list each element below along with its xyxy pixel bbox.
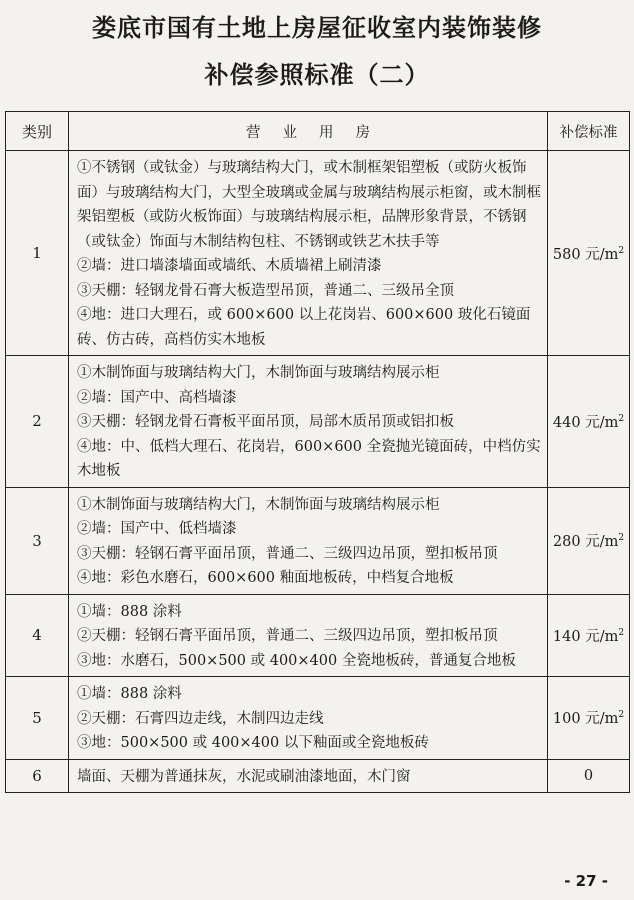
compensation-table [5,111,630,793]
description-line: ③地：500×500 或 400×400 以下釉面或全瓷地板砖 [77,735,429,751]
row-description [69,594,548,677]
table-row [6,356,630,488]
row-category: 6 [6,759,69,793]
row-standard [548,151,630,356]
standard-value: 140 [552,628,581,645]
row-description [69,151,548,356]
header-category: 类别 [6,112,69,151]
table-row [6,759,630,793]
description-line: ④地：进口大理石，或 600×600 以上花岗岩、600×600 玻化石镜面砖、仿古砖，高档仿实木地板 [77,307,531,348]
description-line: ③天棚：轻钢龙骨石膏大板造型吊顶，普通二、三级吊全顶 [77,282,454,299]
standard-value: 100 [552,711,581,728]
row-category: 2 [6,356,69,488]
description-line: ④地：彩色水磨石，600×600 釉面地板砖，中档复合地板 [77,570,454,586]
row-category: 3 [6,487,69,594]
standard-unit-exponent: 2 [618,533,625,544]
row-standard [548,759,630,793]
description-line: ①墙：888 涂料 [77,603,182,620]
header-standard: 补偿标准 [548,112,630,151]
standard-value: 0 [583,767,594,784]
row-standard [548,677,630,760]
standard-value: 580 [552,246,581,263]
row-description [69,487,548,594]
description-line: ②天棚：轻钢石膏平面吊顶，普通二、三级四边吊顶，塑扣板吊顶 [77,628,498,644]
table-body [6,151,630,793]
description-line: 墙面、天棚为普通抹灰，水泥或刷油漆地面，木门窗 [77,768,411,785]
standard-unit: 元/m [585,534,619,550]
document-title-line-2: 补偿参照标准（二） [204,61,430,89]
standard-unit: 元/m [585,711,619,728]
description-line: ②墙：国产中、低档墙漆 [77,521,237,537]
standard-unit-exponent: 2 [618,413,625,424]
description-line: ②墙：国产中、高档墙漆 [77,389,237,406]
description-line: ①木制饰面与玻璃结构大门，木制饰面与玻璃结构展示柜 [77,365,440,381]
row-standard [548,594,630,677]
row-description [69,759,548,793]
header-description: 营业用房 [69,112,548,151]
standard-value: 280 [552,534,581,550]
row-standard [548,487,630,594]
description-line: ②天棚：石膏四边走线，木制四边走线 [77,710,324,727]
row-category: 1 [6,151,69,356]
row-standard [548,356,630,488]
row-category: 5 [6,677,69,760]
standard-unit: 元/m [585,414,619,431]
standard-unit-exponent: 2 [618,245,625,256]
description-line: ④地：中、低档大理石、花岗岩，600×600 全瓷抛光镜面砖，中档仿实木地板 [77,438,541,479]
table-row [6,151,630,356]
standard-value: 440 [552,414,581,431]
table-row [6,677,630,760]
standard-unit: 元/m [585,628,619,645]
description-line: ③天棚：轻钢龙骨石膏板平面吊顶，局部木质吊顶或铝扣板 [77,414,454,430]
description-line: ③天棚：轻钢石膏平面吊顶，普通二、三级四边吊顶，塑扣板吊顶 [77,545,498,562]
row-description [69,677,548,760]
description-line: ③地：水磨石，500×500 或 400×400 全瓷地板砖，普通复合地板 [77,652,516,669]
standard-unit-exponent: 2 [618,627,625,638]
standard-unit: 元/m [585,246,619,263]
standard-unit-exponent: 2 [618,710,625,721]
page-number: - 27 - [564,872,608,890]
table-row [6,487,630,594]
table-row [6,594,630,677]
description-line: ②墙：进口墙漆墙面或墙纸、木质墙裙上刷清漆 [77,258,382,274]
description-line: ①木制饰面与玻璃结构大门，木制饰面与玻璃结构展示柜 [77,496,440,513]
description-line: ①不锈钢（或钛金）与玻璃结构大门，或木制框架铝塑板（或防火板饰面）与玻璃结构大门，大型全玻璃或金属与玻璃结构展示柜窗，或木制框架铝塑板（或防火板饰面）与玻璃结构展示柜，品牌形象背景，不锈钢（或钛金）饰面与木制结构包柱、不锈钢或铁艺木扶手等 [77,160,541,250]
row-description [69,356,548,488]
description-line: ①墙：888 涂料 [77,686,182,702]
document-title-line-1: 娄底市国有土地上房屋征收室内装饰装修 [92,14,542,42]
table-header-row [6,112,630,151]
row-category: 4 [6,594,69,677]
